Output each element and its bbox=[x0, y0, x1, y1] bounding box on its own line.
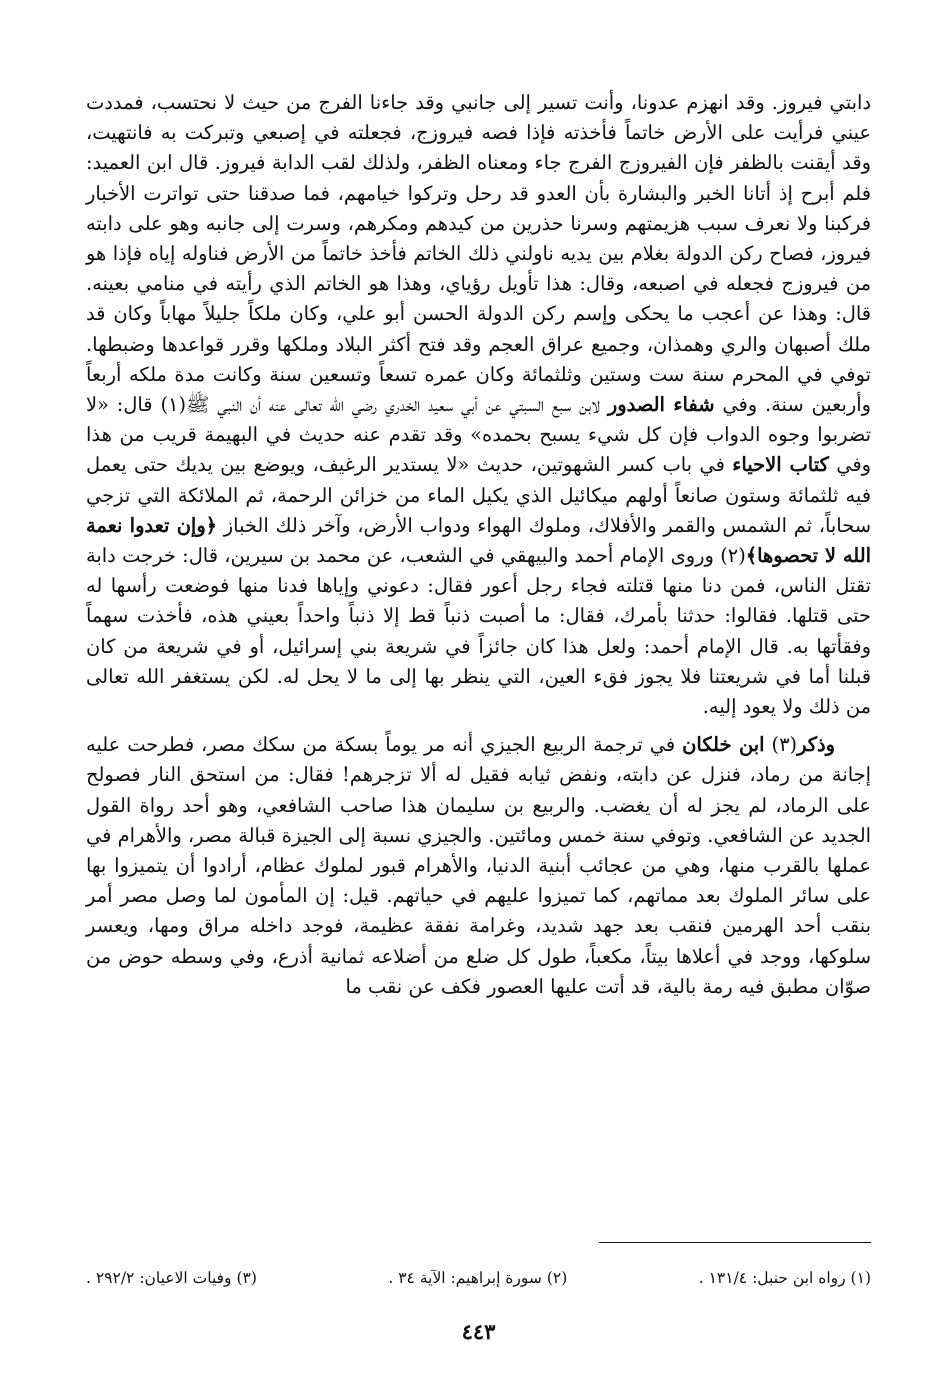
text-run: دابتي فيروز. وقد انهزم عدونا، وأنت تسير إلى جانبي وقد جاءنا الفرج من حيث لا نحتسب، فمددت عيني فرأيت على الأرض خاتماً فأخذته فإذا فصه فيروزج، فجعلته في إصبعي وتبركت به فانتهيت، وقد أيقنت بالظفر فإن الفيروزج الفرج جاء ومعناه الظفر، ولذلك لقب الدابة فيروز. قال ابن العميد: فلم أبرح إذ أتانا الخبر والبشارة بأن العدو قد رحل وتركوا خيامهم، فما صدقنا حتى تواترت الأخبار فركبنا ولا نعرف سبب هزيمتهم وسرنا حذرين من كيدهم ومكرهم، وسرت إلى جانبه وهو على دابته فيروز، فصاح ركن الدولة بغلام بين يديه ناولني ذلك الخاتم فأخذ خاتماً من الأرض فناوله إياه فإذا هو من فيروزج فجعله في اصبعه، وقال: هذا تأويل رؤياي، وهذا هو الخاتم الذي رأيته في منامي بعينه. قال: وهذا عن أعجب ما يحكى وإسم ركن الدولة الحسن أبو علي، وكان ملكاً جليلاً مهاباً وكان قد ملك أصبهان والري وهمذان، وجميع عراق العجم وقد فتح أكثر البلاد وملكها وقرر قواعدها وضبطها. توفي في المحرم سنة ست وستين وثلثمائة وكان عمره تسعاً وتسعين سنة وكانت مدة ملكه أربعاً وأربعين سنة. وفي bbox=[86, 91, 871, 417]
text-run: في ترجمة الربيع الجيزي أنه مر يوماً بسكة من سكك مصر، فطرحت عليه إجانة من رماد، فنزل عن دابته، ونفض ثيابه فقيل له ألا تزجرهم! فقال: من استحق النار فصولح على الرماد، لم يجز له أن يغضب. والربيع بن سليمان هذا صاحب الشافعي، وهو أحد رواة القول الجديد عن الشافعي. وتوفي سنة خمس ومائتين. والجيزي نسبة إلى الجيزة قبالة مصر، والأهرام في عملها بالقرب منها، وهي من عجائب أبنية الدنيا، والأهرام قبور لملوك عظام، أرادوا أن يتميزوا بها على سائر الملوك بعد مماتهم، كما تميزوا عليهم في حياتهم. قيل: إن المأمون لما وصل مصر أمر بنقب أحد الهرمين فنقب بعد جهد شديد، وغرامة نفقة عظيمة، فوجد داخله مراق ومها، ويعسر سلوكها، ووجد في أعلاها بيتاً، مكعباً، طول كل ضلع من أضلاعه ثمانية أذرع، وفي وسطه حوض من صوّان مطبق فيه رمة بالية، قد أتت عليها العصور فكف عن نقب ما bbox=[86, 733, 871, 998]
footnote-2: (٢) سورة إبراهيم: الآية ٣٤ . bbox=[388, 1269, 568, 1287]
footnote-3: (٣) وفيات الاعيان: ٢٩٢/٢ . bbox=[86, 1269, 257, 1287]
author-name-ibn-khallikan: ابن خلكان bbox=[682, 733, 765, 757]
text-run: وروى الإمام أحمد والبيهقي في الشعب، عن محمد بن سيرين، قال: خرجت دابة تقتل الناس، فمن دنا منها قتلته فجاء رجل أعور فقال: دعوني وإياها فدنا منها فوضعت رأسها له حتى قتلها. فقالوا: حدثنا بأمرك، فقال: ما أصبت ذنباً قط إلا ذنباً واحداً بعيني هذه، فأخذت سهماً وفقأتها به. قال الإمام أحمد: ولعل هذا كان جائزاً في شريعة بني إسرائيل، أو في شريعة من كان قبلنا أما في شريعتنا فلا يجوز فقء العين، التي ينظر بها إلى ما لا يحل له. لكن يستغفر الله تعالى من ذلك ولا يعود إليه. bbox=[86, 544, 871, 719]
paragraph-2 bbox=[86, 730, 871, 1002]
text-run: قال: «لا تضربوا وجوه الدواب فإن كل شيء يسبح بحمده» وقد تقدم عنه حديث في البهيمة قريب من هذا وفي bbox=[86, 393, 871, 477]
text-run: في باب كسر الشهوتين، حديث «لا يستدير الرغيف، ويوضع بين يديك حتى يعمل فيه ثلثمائة وستون صانعاً أولهم ميكائيل الذي يكيل الماء من خزائن الرحمة، ثم الملائكة التي تزجي سحاباً، ثم الشمس والقمر والأفلاك، وملوك الهواء ودواب الأرض، وآخر ذلك الخباز bbox=[86, 453, 871, 537]
footnote-marker-3: (٣) bbox=[771, 733, 798, 757]
book-title-shifa-al-sudur: شفاء الصدور bbox=[607, 393, 715, 417]
book-page bbox=[86, 88, 871, 1378]
book-title-ihya: كتاب الاحياء bbox=[732, 453, 829, 477]
footnote-marker-2: (٢) bbox=[720, 544, 746, 568]
footnote-1: (١) رواه ابن حنبل: ١٣١/٤ . bbox=[698, 1269, 871, 1287]
footnotes bbox=[86, 1267, 871, 1289]
paragraph-1 bbox=[86, 88, 871, 722]
page-number: ٤٤٣ bbox=[461, 1319, 496, 1344]
text-run: لابن سبع السبتي عن أبي سعيد الخدري رضي الله تعالى عنه أن النبي ﷺ bbox=[186, 393, 601, 417]
footnote-divider bbox=[599, 1242, 871, 1243]
footnote-marker-1: (١) bbox=[160, 393, 187, 417]
quran-verse: ﴿وإن تعدوا نعمة الله لا تحصوها﴾ bbox=[86, 513, 872, 568]
text-run: وذكر bbox=[797, 733, 836, 757]
